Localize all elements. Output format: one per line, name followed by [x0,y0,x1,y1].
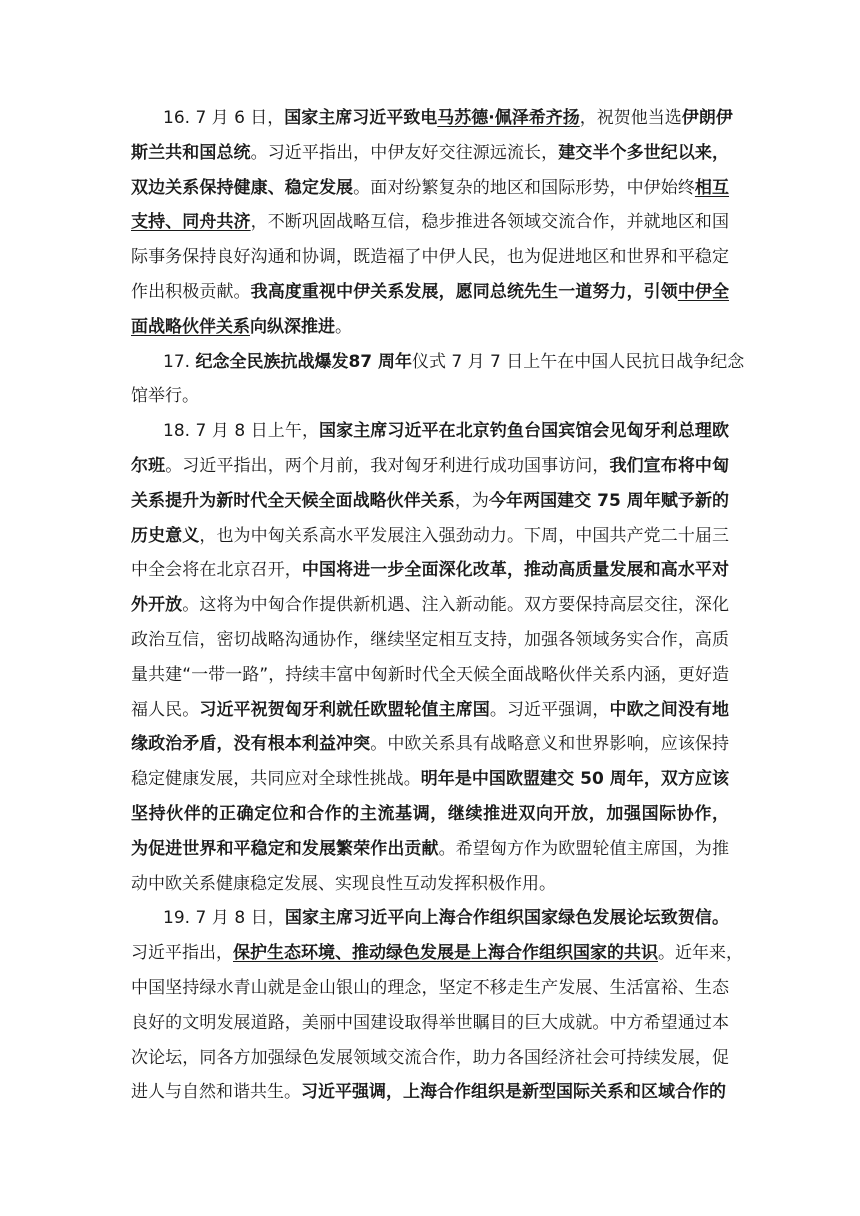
text-line [131,867,729,901]
text-run: 伊朗伊 [681,108,733,128]
text-line [131,1006,729,1040]
text-line [131,936,743,970]
text-line [131,240,729,274]
text-run: 量共建“一带一路”，持续丰富中匈新时代全天候全面战略伙伴关系内涵，更好造 [131,664,729,685]
text-line [131,136,729,170]
text-line [131,379,729,413]
text-line [163,901,729,935]
text-line [131,1041,729,1075]
text-run: 87 周年 [348,351,413,372]
text-run: ，祝贺他当选 [579,108,682,128]
text-run: 19. 7 月 8 日， [163,908,285,929]
text-run: 相互 [694,177,730,198]
text-line [131,658,729,692]
text-line [131,310,729,344]
text-run: 我们宣布将中匈 [609,456,730,476]
text-line [131,205,729,239]
text-run: 斯兰共和国总统 [131,142,251,163]
text-line [131,971,729,1005]
text-run: 17. [163,351,196,372]
text-run: 良好的文明发展道路，美丽中国建设取得举世瞩目的巨大成就。中方希望通过本 [131,1012,729,1033]
text-line [131,275,729,309]
text-run: 作出积极贡献。 [131,282,251,302]
text-run: 。近年来， [658,943,743,964]
text-line [131,484,729,518]
text-line [131,553,729,587]
text-run: 缘政治矛盾，没有根本利益冲突 [131,734,371,755]
text-run: 国家主席习近平向上海合作组织国家绿色发展论坛致贺信。 [284,908,729,929]
text-run: ，也为中匈关系高水平发展注入强劲动力。下周，中国共产党二十届三 [199,525,730,546]
text-run: 中国将进一步全面深化改革，推动高质量发展和高水平对 [301,560,730,581]
text-run: 16. 7 月 6 日， [163,108,285,128]
text-run: 。习近平强调， [489,699,610,720]
text-run: 支持、同舟共济 [131,212,251,233]
text-run: 为促进世界和平稳定和发展繁荣作出贡献 [131,838,439,859]
text-run: 次论坛，同各方加强绿色发展领域交流合作，助力各国经济社会可持续发展，促 [131,1047,729,1068]
text-line [131,1075,729,1109]
text-run: 关系提升为新时代全天候全面战略伙伴关系 [131,490,455,511]
text-line [131,623,729,657]
text-line [131,762,729,796]
text-run: 建交半个多世纪以来， [558,142,730,163]
text-run: 习近平指出， [131,943,233,964]
text-line [163,345,745,379]
text-run: 际事务保持良好沟通和协调，既造福了中伊人民，也为促进地区和世界和平稳定 [131,247,729,268]
text-run: 坚持伙伴的正确定位和合作的主流基调，继续推进双向开放，加强国际协作， [131,804,729,824]
text-line [163,101,733,135]
text-run: 我高度重视中伊关系发展，愿同总统先生一道努力，引领 [250,282,678,302]
text-run: ，为 [454,490,489,511]
text-run: 中国坚持绿水青山就是金山银山的理念，坚定不移走生产发展、生活富裕、生态 [131,978,729,998]
text-line [131,171,729,205]
text-line [131,588,729,622]
text-run: 保护生态环境、推动绿色发展是上海合作组织国家的共识 [233,943,658,964]
text-run: 尔班 [131,456,166,476]
text-run: 中伊全 [677,282,730,302]
text-run: 仪式 7 月 7 日上午在中国人民抗日战争纪念 [412,351,745,372]
text-run: 馆举行。 [131,386,199,407]
text-run: 历史意义 [131,525,200,546]
text-run: 双边关系保持健康、稳定发展 [131,177,354,198]
text-run: 。习近平指出，中伊友好交往源远流长， [250,142,559,163]
text-line [131,519,729,553]
text-run: 18. 7 月 8 日上午， [163,421,320,442]
text-run: 福人民。 [131,699,200,720]
text-run: 政治互信，密切战略沟通协作，继续坚定相互支持，加强各领域务实合作，高质 [131,630,729,650]
text-run: 习近平强调，上海合作组织是新型国际关系和区域合作的 [301,1082,726,1103]
text-line [131,693,729,727]
text-run: 。习近平指出，两个月前，我对匈牙利进行成功国事访问， [165,456,610,476]
text-run: 稳定健康发展，共同应对全球性挑战。 [131,769,421,790]
text-line [131,797,729,831]
text-run: 进人与自然和谐共生。 [131,1082,301,1103]
text-run: 外开放 [131,595,183,616]
text-run: 中欧之间没有地 [609,699,730,720]
text-run: 。这将为中匈合作提供新机遇、注入新动能。双方要保持高层交往，深化 [182,595,729,616]
text-run: 明年是中国欧盟建交 50 周年，双方应该 [420,769,729,790]
text-run: 习近平祝贺匈牙利就任欧盟轮值主席国 [199,699,490,720]
text-run: 。中欧关系具有战略意义和世界影响，应该保持 [370,734,730,755]
text-line [131,832,729,866]
text-run: 中全会将在北京召开， [131,560,302,581]
text-run: 国家主席习近平致电 [284,108,438,128]
text-line [163,414,729,448]
text-line [131,727,729,761]
text-run: 。希望匈方作为欧盟轮值主席国，为推 [438,838,730,859]
text-run: 向纵深推进 [250,316,335,337]
text-run: ，不断巩固战略互信，稳步推进各领域交流合作，并就地区和国 [250,212,730,233]
text-run: 。面对纷繁复杂的地区和国际形势，中伊始终 [353,177,695,198]
text-run: 马苏德·佩泽希齐扬 [437,108,580,128]
text-run: 。 [335,316,352,337]
text-line [131,449,729,483]
text-run: 今年两国建交 75 周年赋予新的 [488,490,730,511]
text-run: 动中欧关系健康稳定发展、实现良性互动发挥积极作用。 [131,873,556,894]
text-run: 国家主席习近平在北京钓鱼台国宾馆会见匈牙利总理欧 [319,421,729,442]
text-run: 面战略伙伴关系 [131,316,250,337]
text-run: 纪念全民族抗战爆发 [195,351,349,372]
